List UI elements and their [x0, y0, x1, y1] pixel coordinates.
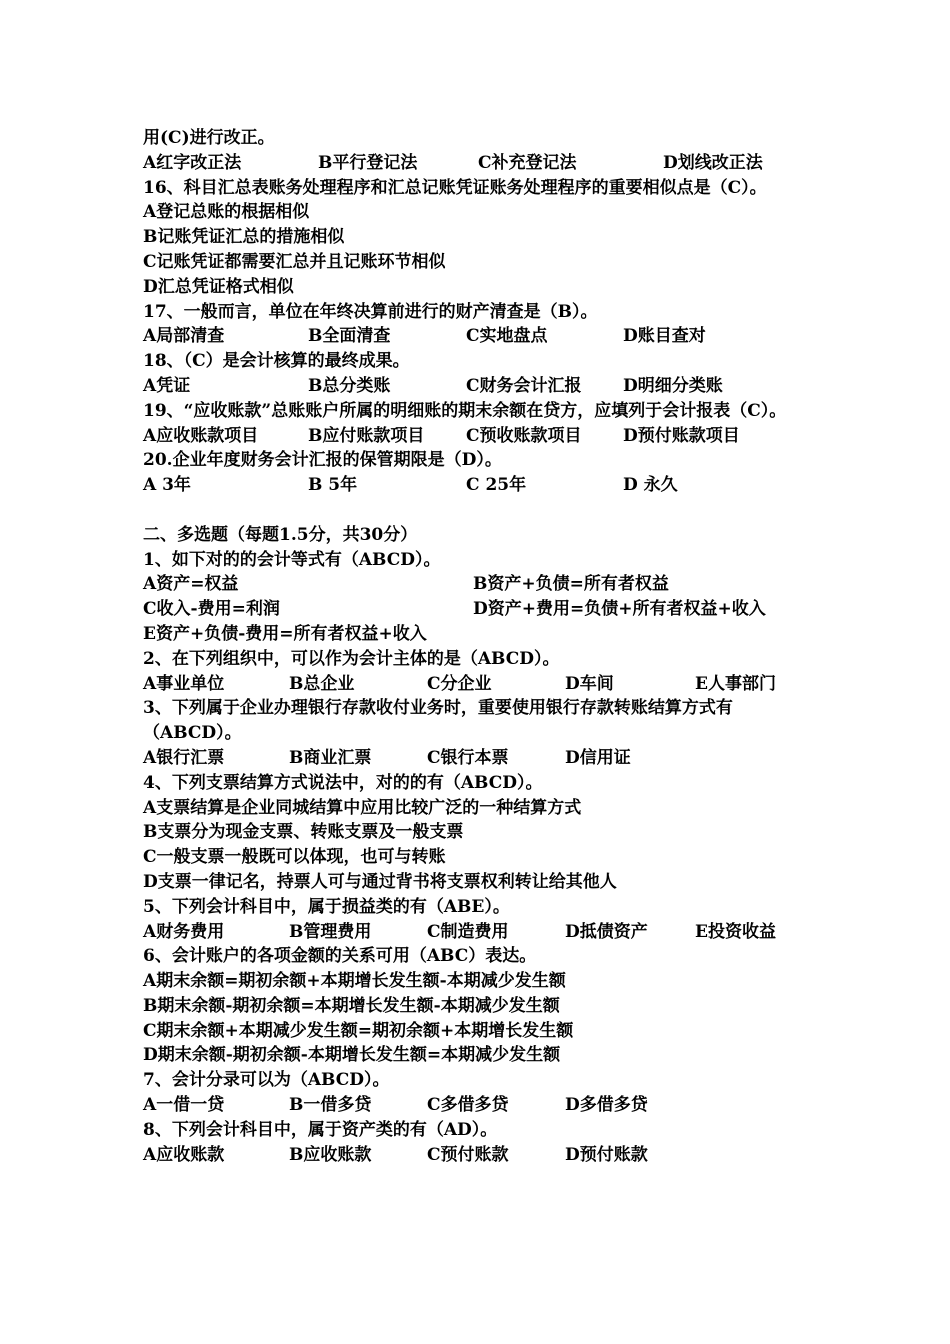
question-text: 用(C)进行改正。: [143, 128, 275, 148]
option: B支票分为现金支票、转账支票及一般支票: [143, 822, 464, 843]
option: C制造费用: [427, 921, 509, 942]
option: E投资收益: [695, 921, 776, 942]
option: B 5年: [308, 475, 358, 496]
options-row: [143, 597, 823, 622]
option: D抵债资产: [565, 921, 648, 942]
question-text: 5、下列会计科目中，属于损益类的有（ABE）。: [143, 896, 510, 917]
question-text: 18、（C）是会计核算的最终成果。: [143, 351, 410, 372]
option: D预付账款项目: [623, 425, 740, 446]
option: A登记总账的根据相似: [143, 202, 310, 223]
option: D资产+费用=负债+所有者权益+收入: [473, 599, 766, 620]
option: D明细分类账: [623, 375, 723, 396]
option: D车间: [565, 673, 614, 694]
question-text: 4、下列支票结算方式说法中，对的的有（ABCD）。: [143, 772, 543, 793]
option: D支票一律记名，持票人可与通过背书将支票权利转让给其他人: [143, 871, 617, 892]
option: B总分类账: [308, 375, 391, 396]
question-text: 8、下列会计科目中，属于资产类的有（AD）。: [143, 1119, 498, 1140]
options-row: [143, 1143, 823, 1168]
options-row: [143, 374, 823, 399]
option: C实地盘点: [466, 326, 548, 347]
option: C期末余额+本期减少发生额=期初余额+本期增长发生额: [143, 1020, 574, 1041]
option: C 25年: [466, 475, 527, 496]
options-row: [143, 424, 823, 449]
option: C一般支票一般既可以体现，也可与转账: [143, 847, 446, 868]
question-text: 6、会计账户的各项金额的关系可用（ABC）表达。: [143, 946, 537, 967]
option: B全面清查: [308, 326, 391, 347]
option: C银行本票: [427, 747, 509, 768]
question-text: 2、在下列组织中，可以作为会计主体的是（ABCD）。: [143, 648, 560, 669]
options-row: [143, 324, 823, 349]
question-text: 1、如下对的的会计等式有（ABCD）。: [143, 549, 441, 570]
options-row: [143, 746, 823, 771]
option: B平行登记法: [318, 152, 418, 173]
option: B总企业: [289, 673, 355, 694]
question-text: 20.企业年度财务会计汇报的保管期限是（D）。: [143, 450, 502, 471]
option: D汇总凭证格式相似: [143, 276, 294, 297]
question-text: 7、会计分录可以为（ABCD）。: [143, 1070, 390, 1091]
option: A 3年: [143, 475, 191, 496]
spacer: [143, 498, 823, 523]
option: A事业单位: [143, 673, 225, 694]
options-row: [143, 1093, 823, 1118]
question-text: 16、科目汇总表账务处理程序和汇总记账凭证账务处理程序的重要相似点是（C）。: [143, 177, 767, 198]
option: D账目查对: [623, 326, 706, 347]
options-row: [143, 151, 823, 176]
exam-content: [143, 126, 823, 1167]
option: D期末余额-期初余额-本期增长发生额=本期减少发生额: [143, 1045, 561, 1066]
options-row: [143, 473, 823, 498]
option: C收入-费用=利润: [143, 599, 280, 620]
option: B期末余额-期初余额=本期增长发生额-本期减少发生额: [143, 995, 560, 1016]
options-row: [143, 920, 823, 945]
option: A一借一贷: [143, 1095, 225, 1116]
option: A期末余额=期初余额+本期增长发生额-本期减少发生额: [143, 971, 566, 992]
option: A红字改正法: [143, 152, 242, 173]
question-text: 3、下列属于企业办理银行存款收付业务时，重要使用银行存款转账结算方式有（ABCD）。: [143, 698, 733, 744]
option: D预付账款: [565, 1144, 648, 1165]
option: B记账凭证汇总的措施相似: [143, 227, 345, 248]
option: C财务会计汇报: [466, 375, 582, 396]
option: D划线改正法: [663, 152, 763, 173]
option: C记账凭证都需要汇总并且记账环节相似: [143, 251, 446, 272]
question-text: 17、一般而言，单位在年终决算前进行的财产清查是（B）。: [143, 301, 598, 322]
option: E资产+负债-费用=所有者权益+收入: [143, 623, 427, 644]
options-row: [143, 672, 823, 697]
option: B商业汇票: [289, 747, 372, 768]
option: E人事部门: [695, 673, 776, 694]
question-text: 19、“应收账款”总账账户所属的明细账的期末余额在贷方，应填列于会计报表（C）。: [143, 400, 787, 421]
section-title: 二、多选题（每题1.5分，共30分）: [143, 524, 418, 545]
option: A局部清查: [143, 326, 225, 347]
option: C分企业: [427, 673, 492, 694]
option: B应收账款: [289, 1144, 372, 1165]
option: C预收账款项目: [466, 425, 582, 446]
option: B一借多贷: [289, 1095, 372, 1116]
option: D多借多贷: [565, 1095, 648, 1116]
option: D信用证: [565, 747, 631, 768]
option: A财务费用: [143, 921, 225, 942]
option: C多借多贷: [427, 1095, 509, 1116]
option: C预付账款: [427, 1144, 509, 1165]
option: D 永久: [623, 475, 678, 496]
option: C补充登记法: [478, 152, 577, 173]
option: A应收账款项目: [143, 425, 259, 446]
options-row: [143, 572, 823, 597]
option: B管理费用: [289, 921, 372, 942]
option: A应收账款: [143, 1144, 225, 1165]
option: A支票结算是企业同城结算中应用比较广泛的一种结算方式: [143, 797, 582, 818]
option: B应付账款项目: [308, 425, 425, 446]
option: A资产=权益: [143, 574, 239, 595]
option: A凭证: [143, 375, 191, 396]
option: A银行汇票: [143, 747, 225, 768]
option: B资产+负债=所有者权益: [473, 574, 669, 595]
